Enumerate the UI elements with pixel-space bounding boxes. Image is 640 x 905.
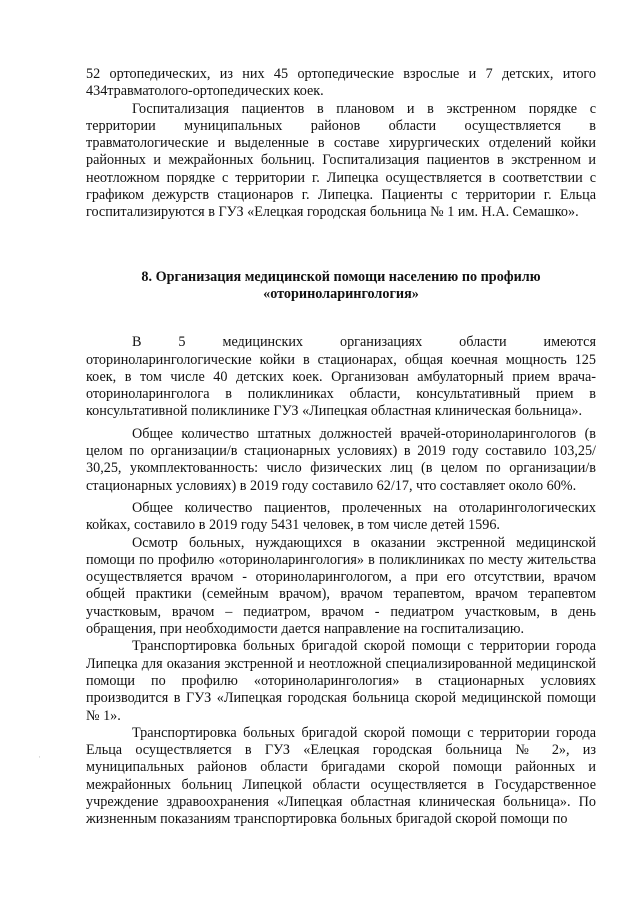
- section-heading: 8. Организация медицинской помощи населению по профилю «оториноларингология»: [141, 268, 541, 302]
- paragraph-hospitalization: Госпитализация пациентов в плановом и в экстренном порядке с территории муниципальных районов области осуществляется в травматологические и выделенные в составе хирургических отделений койки районных и межрайонных больниц. Госпитализация пациентов в экстренном и неотложном порядке с территории г. Липецка осуществляется в соответствии с графиком дежурств стационаров г. Липецка. Пациенты с территории г. Ельца госпитализируются в ГУЗ «Елецкая городская больница № 1 им. Н.А. Семашко».: [86, 100, 596, 221]
- paragraph-patients: Общее количество пациентов, пролеченных на отоларингологических койках, составило в 2019 году 5431 человек, в том числе детей 1596.: [86, 499, 596, 534]
- paragraph-examination: Осмотр больных, нуждающихся в оказании экстренной медицинской помощи по профилю «оториноларингология» в поликлиниках по месту жительства осуществляется врачом - оториноларингологом, а при его отсутствии, врачом общей практики (семейным врачом), врачом терапевтом, врачом терапевтом участковым, врачом – педиатром, врачом - педиатром участковым, в день обращения, при необходимости дается направление на госпитализацию.: [86, 534, 596, 638]
- paragraph-continuation: 52 ортопедических, из них 45 ортопедические взрослые и 7 детских, итого 434травматолого-ортопедических коек.: [86, 66, 596, 100]
- paragraph-organizations: В 5 медицинских организациях области имеются оториноларингологические койки в стационарах, общая коечная мощность 125 коек, в том числе 40 детских коек. Организован амбулаторный прием врача-оториноларинголога в поликлиниках области, консультативный прием в консультативной поликлинике ГУЗ «Липецкая областная клиническая больница».: [86, 334, 596, 420]
- paragraph-transport-lipetsk: Транспортировка больных бригадой скорой помощи с территории города Липецка для оказания экстренной и неотложной специализированной медицинской помощи по профилю «оториноларингология» в стационарных условиях производится в ГУЗ «Липецкая городская больница скорой медицинской помощи № 1».: [86, 638, 596, 724]
- paragraph-staffing: Общее количество штатных должностей врачей-оториноларингологов (в целом по организации/в стационарных условиях) в 2019 году составило 103,25/ 30,25, укомплектованность: число физических лиц (в целом по организации/в стационарных условиях) в 2019 году составило 62/17, что составляет около 60%.: [86, 425, 596, 494]
- paragraph-transport-yelets: Транспортировка больных бригадой скорой помощи с территории города Ельца осуществляется в ГУЗ «Елецкая городская больница № 2», из муниципальных районов области бригадами скорой помощи районных и межрайонных больниц Липецкой области осуществляется в Государственное учреждение здравоохранения «Липецкая областная клиническая больница». По жизненным показаниям транспортировка больных бригадой скорой помощи по: [86, 724, 596, 828]
- scan-speck: ·: [38, 752, 41, 762]
